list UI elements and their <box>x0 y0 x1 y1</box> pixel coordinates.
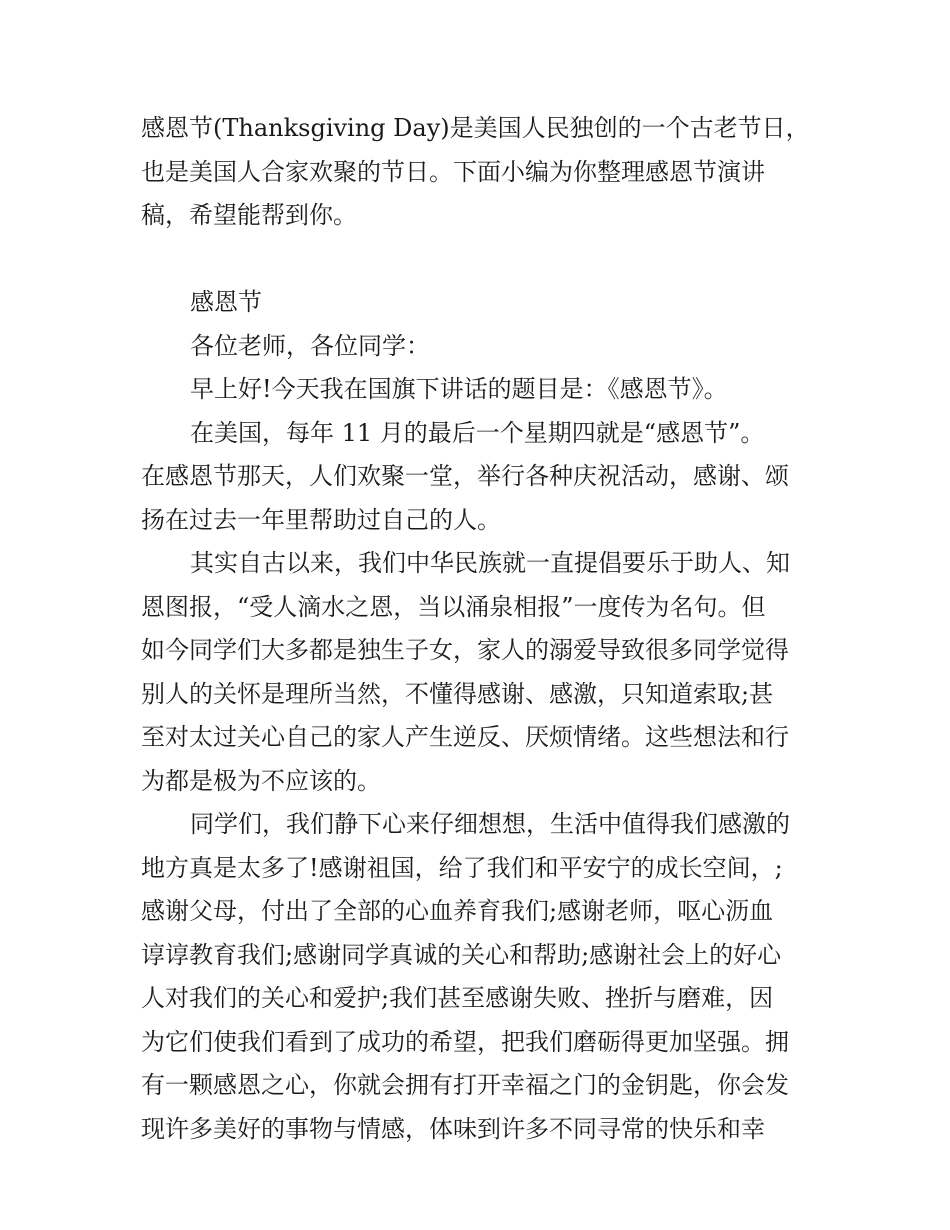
blank-line <box>141 238 831 282</box>
intro-line: 也是美国人合家欢聚的节日。下面小编为你整理感恩节演讲 <box>141 157 765 186</box>
paragraph-line: 地方真是太多了!感谢祖国，给了我们和平安宁的成长空间，; <box>141 853 783 882</box>
paragraph-line: 在美国，每年 11 月的最后一个星期四就是“感恩节”。 <box>190 418 765 447</box>
paragraph-line: 恩图报，“受人滴水之恩，当以涌泉相报”一度传为名句。但 <box>141 592 766 621</box>
intro-line: 稿，希望能帮到你。 <box>141 201 357 229</box>
speech-title: 感恩节 <box>190 288 262 316</box>
paragraph-line: 其实自古以来，我们中华民族就一直提倡要乐于助人、知 <box>190 549 790 577</box>
paragraph-line: 现许多美好的事物与情感，体味到许多不同寻常的快乐和幸 <box>141 1114 765 1143</box>
paragraph-line: 谆谆教育我们;感谢同学真诚的关心和帮助;感谢社会上的好心 <box>141 940 782 969</box>
intro-line: 感恩节(Thanksgiving Day)是美国人民独创的一个古老节日， <box>141 114 810 142</box>
speech-salutation: 各位老师，各位同学： <box>190 331 430 360</box>
paragraph-line: 人对我们的关心和爱护;我们甚至感谢失败、挫折与磨难，因 <box>141 984 774 1012</box>
paragraph-line: 有一颗感恩之心，你就会拥有打开幸福之门的金钥匙，你会发 <box>141 1071 789 1099</box>
document-body <box>141 107 831 1151</box>
paragraph-line: 扬在过去一年里帮助过自己的人。 <box>141 505 501 534</box>
paragraph-line: 别人的关怀是理所当然，不懂得感谢、感激，只知道索取;甚 <box>141 679 774 708</box>
paragraph-line: 为它们使我们看到了成功的希望，把我们磨砺得更加坚强。拥 <box>141 1027 789 1056</box>
paragraph-line: 为都是极为不应该的。 <box>141 766 381 795</box>
paragraph-line: 至对太过关心自己的家人产生逆反、厌烦情绪。这些想法和行 <box>141 723 789 751</box>
paragraph-line: 同学们，我们静下心来仔细想想，生活中值得我们感激的 <box>190 810 790 838</box>
paragraph-line: 感谢父母，付出了全部的心血养育我们;感谢老师，呕心沥血 <box>141 897 774 925</box>
paragraph-line: 在感恩节那天，人们欢聚一堂，举行各种庆祝活动，感谢、颂 <box>141 462 789 490</box>
paragraph-line: 如今同学们大多都是独生子女，家人的溺爱导致很多同学觉得 <box>141 636 789 664</box>
speech-opening: 早上好!今天我在国旗下讲话的题目是：《感恩节》。 <box>190 375 728 403</box>
